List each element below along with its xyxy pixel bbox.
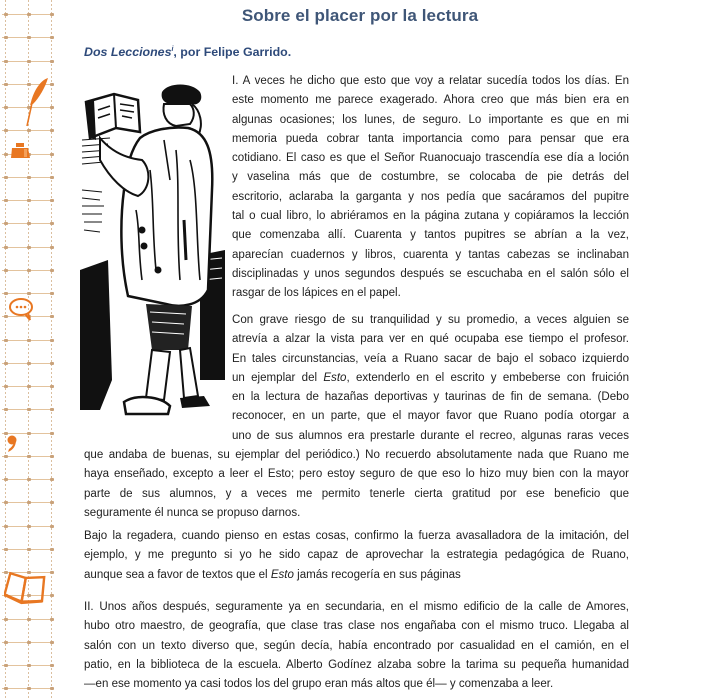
text-run: un ejemplar del xyxy=(232,371,324,384)
grid-dot xyxy=(27,641,31,644)
grid-dot xyxy=(27,292,31,295)
text-line: reconocer, en un parte, que el mayor favor que Ruano podía otorgar a xyxy=(232,410,629,423)
grid-dot xyxy=(50,362,54,365)
text-line: —en ese momento ya casi todos los del grupo eran más altos que él— y comenzaba a leer. xyxy=(84,678,554,691)
grid-dot xyxy=(50,246,54,249)
grid-dot xyxy=(4,36,8,39)
grid-dot xyxy=(50,292,54,295)
text-line: aparecían cuadernos y libros, cuarenta y tantas cabezas se inclinaban xyxy=(232,248,629,261)
grid-dot xyxy=(50,501,54,504)
grid-dot xyxy=(27,501,31,504)
grid-dot xyxy=(4,199,8,202)
grid-dot xyxy=(50,199,54,202)
text-line: atrevía a alzar la vista para ver en qué ocupaba ese tiempo el profesor. xyxy=(232,333,629,346)
grid-dot xyxy=(50,571,54,574)
grid-dot xyxy=(50,315,54,318)
text-line: seguramente él nunca se propuso darnos. xyxy=(84,506,301,519)
quill-pen-icon xyxy=(24,76,52,128)
grid-dot xyxy=(4,548,8,551)
grid-dot xyxy=(4,408,8,411)
grid-dot xyxy=(4,478,8,481)
grid-dot xyxy=(50,664,54,667)
grid-dot xyxy=(27,618,31,621)
text-run: , extenderlo en el escrito y embeberse con fruición xyxy=(346,371,629,384)
text-run: aunque sea a favor de textos que el xyxy=(84,568,271,581)
reading-man-illustration xyxy=(80,80,225,425)
text-line xyxy=(232,369,629,388)
grid-dot xyxy=(50,385,54,388)
grid-dot xyxy=(27,455,31,458)
text-run: jamás recogería en sus páginas xyxy=(293,568,461,581)
grid-dot xyxy=(50,339,54,342)
grid-dot xyxy=(4,687,8,690)
grid-dot xyxy=(50,408,54,411)
subtitle xyxy=(84,45,291,59)
grid-dot xyxy=(4,153,8,156)
paragraph-3 xyxy=(84,527,629,585)
grid-dot xyxy=(50,36,54,39)
grid-dot xyxy=(4,339,8,342)
grid-dot xyxy=(4,176,8,179)
text-line: que comenzaba allí. Cuarenta y tantos pupitres se abrían a la vez, xyxy=(232,229,629,242)
grid-dot xyxy=(27,222,31,225)
grid-dot xyxy=(50,455,54,458)
text-line: patio, en la biblioteca de la escuela. Alberto Godínez alzaba sobre la tarima su pequeña humanidad xyxy=(84,658,629,671)
text-line: disciplinadas y unos segundos después se escuchaba en el salón sólo el xyxy=(232,267,629,280)
grid-dot xyxy=(50,153,54,156)
text-line: tal o cual libro, lo abriéramos en la página zutana y copiáramos la lección xyxy=(232,210,629,223)
newspaper-title-italic: Esto xyxy=(323,371,347,384)
grid-dot xyxy=(4,222,8,225)
text-line: ejemplo, y me pregunto si yo he sido capaz de aprovechar la estrategia pedagógica de Ruano, xyxy=(84,549,629,562)
newspaper-title-italic: Esto xyxy=(270,568,294,581)
grid-dot xyxy=(50,222,54,225)
grid-dot xyxy=(27,269,31,272)
text-line: escritorio, aclaraba la garganta y nos pedía que sacáramos del pupitre xyxy=(232,190,629,203)
grid-dot xyxy=(50,176,54,179)
open-book-icon xyxy=(4,570,46,606)
grid-dot xyxy=(50,269,54,272)
paragraph-2-continued xyxy=(84,446,629,523)
grid-dot xyxy=(27,664,31,667)
grid-dot xyxy=(4,455,8,458)
grid-dot xyxy=(4,292,8,295)
page-title: Sobre el placer por la lectura xyxy=(241,6,479,25)
grid-dot xyxy=(50,548,54,551)
grid-dot xyxy=(27,432,31,435)
text-line: I. A veces he dicho que esto que voy a relatar sucedía todos los días. En xyxy=(232,75,629,87)
grid-dot xyxy=(4,501,8,504)
grid-dot xyxy=(27,362,31,365)
footnote-mark[interactable]: i xyxy=(171,45,174,53)
grid-dot xyxy=(50,687,54,690)
grid-dot xyxy=(27,176,31,179)
paragraph-section-ii xyxy=(84,598,629,694)
grid-dot xyxy=(27,408,31,411)
work-title: Dos Lecciones xyxy=(84,45,172,59)
grid-dot xyxy=(27,478,31,481)
text-line: En tales circunstancias, veía a Ruano sacar de bajo el sobaco izquierdo xyxy=(232,352,629,365)
text-line: salón con un texto diverso que, según decía, había encontrado por casualidad en el camión, en el xyxy=(84,639,629,652)
grid-dot xyxy=(4,641,8,644)
text-line: Con grave riesgo de su tranquilidad y su promedio, a veces alguien se xyxy=(232,314,629,326)
grid-dot xyxy=(4,362,8,365)
text-line xyxy=(84,566,629,585)
grid-dot xyxy=(4,106,8,109)
comma-icon xyxy=(6,434,18,454)
author-credit: , por Felipe Garrido. xyxy=(173,45,292,59)
text-line: parte de sus alumnos, y a veces me permito tenerle cierta gratitud por ese beneficio que xyxy=(84,487,629,500)
grid-dot xyxy=(27,548,31,551)
grid-dot xyxy=(50,478,54,481)
grid-dot xyxy=(4,618,8,621)
grid-dot xyxy=(27,339,31,342)
text-line: en la lectura de hazañas deportivas y taurinas de fin de semana. (Debo xyxy=(232,391,629,404)
grid-dot xyxy=(50,618,54,621)
text-line: cotidiano. El caso es que el Señor Ruanocuajo trascendía ese día a loción xyxy=(232,152,629,165)
text-line: II. Unos años después, seguramente ya en secundaria, en el mismo edificio de la calle de Amores, xyxy=(84,601,629,613)
grid-dot xyxy=(27,129,31,132)
grid-dot xyxy=(27,199,31,202)
text-line: y vaselina más que de costumbre, se colocaba de pie detrás del xyxy=(232,171,629,184)
grid-dot xyxy=(4,269,8,272)
text-line: memoria pueda cobrar tanta importancia como para pensar que era xyxy=(232,132,629,145)
grid-dot xyxy=(4,129,8,132)
paragraph-2 xyxy=(232,311,629,446)
grid-dot xyxy=(4,83,8,86)
grid-dot xyxy=(27,60,31,63)
grid-dot xyxy=(27,385,31,388)
grid-dot xyxy=(50,594,54,597)
grid-dot xyxy=(50,525,54,528)
text-line: rasgar de los lápices en el papel. xyxy=(232,287,401,300)
text-line: que andaba de buenas, su ejemplar del periódico.) No recuerdo absolutamente nada que Ruano me xyxy=(84,449,629,461)
grid-dot xyxy=(4,246,8,249)
grid-dot xyxy=(27,525,31,528)
paragraph-1 xyxy=(232,72,629,304)
speech-bubble-icon xyxy=(8,296,36,322)
text-line: uno de sus alumnos era prestarle durante el recreo, algunas raras veces xyxy=(232,429,629,442)
text-line: haya enseñado, excepto a leer el Esto; pero estoy seguro de que eso lo hizo muy bien con la mayor xyxy=(84,468,629,481)
text-line: este momento me parece exagerado. Ahora creo que más bien era en xyxy=(232,94,629,107)
inkwell-icon xyxy=(10,142,32,160)
grid-dot xyxy=(50,432,54,435)
grid-dot xyxy=(4,60,8,63)
grid-dot xyxy=(4,664,8,667)
grid-dot xyxy=(4,525,8,528)
grid-dot xyxy=(4,385,8,388)
grid-dot xyxy=(27,246,31,249)
text-line: hubo otro maestro, de geografía, que clase tras clase nos engañaba con el mismo truco. Llegaba al xyxy=(84,620,629,633)
grid-dot xyxy=(27,36,31,39)
text-line: Bajo la regadera, cuando pienso en estas cosas, confirmo la fuerza avasalladora de la imitación, del xyxy=(84,530,629,542)
grid-dot xyxy=(50,641,54,644)
grid-dot xyxy=(27,687,31,690)
grid-dot xyxy=(50,60,54,63)
text-line: algunas ocasiones; los lunes, de seguro. Lo importante es que en mi xyxy=(232,113,629,126)
grid-dot xyxy=(50,129,54,132)
